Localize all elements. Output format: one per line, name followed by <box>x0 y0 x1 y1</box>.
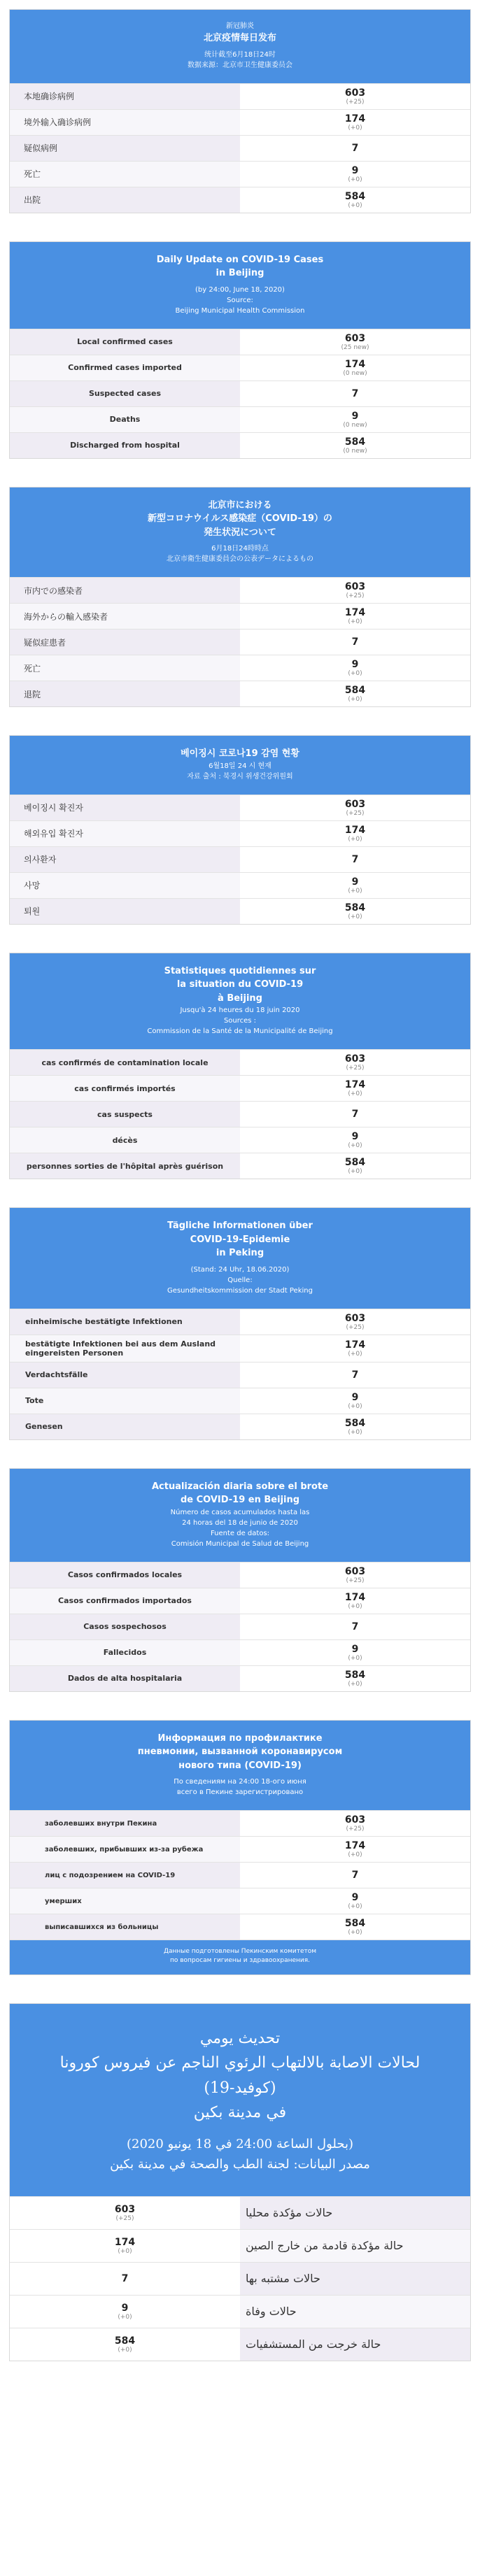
table-row <box>10 1862 470 1888</box>
table-row <box>10 655 470 681</box>
row-delta: (25 new) <box>341 343 369 351</box>
row-label: 境外输入确诊病例 <box>10 110 240 135</box>
row-value: 9 <box>351 1643 359 1655</box>
row-value: 603 <box>344 581 366 592</box>
row-label: Local confirmed cases <box>10 329 240 355</box>
row-value: 603 <box>344 798 366 810</box>
card-korean <box>9 735 471 925</box>
row-value: 603 <box>344 1312 366 1324</box>
card-title: нового типа (COVID-19) <box>178 1760 302 1771</box>
table-row <box>10 1153 470 1179</box>
row-delta: (+0) <box>348 1090 362 1097</box>
row-value: 584 <box>344 1669 366 1681</box>
header-sub: 24 horas del 18 de junio de 2020 <box>182 1518 298 1527</box>
card-title: تحديث يومي <box>199 2030 281 2048</box>
table-row <box>10 681 470 706</box>
row-delta: (+25) <box>346 1065 365 1072</box>
row-label: Casos sospechosos <box>10 1614 240 1639</box>
header-sub: Sources : <box>223 1017 257 1025</box>
card-header <box>10 953 470 1050</box>
card-title: la situation du COVID-19 <box>176 979 304 990</box>
table-row <box>10 1335 470 1362</box>
row-label: حالات مشتبه بها <box>240 2263 470 2295</box>
table-row <box>10 1309 470 1335</box>
table-row <box>10 2229 470 2262</box>
header-sub: مصدر البيانات: لجنة الطب والصحة في مدينة بكين <box>110 2156 370 2172</box>
table-row <box>10 1888 470 1914</box>
row-label: 해외유입 확진자 <box>10 821 240 846</box>
row-delta: (+0) <box>118 2247 132 2255</box>
row-value: 7 <box>351 853 359 865</box>
row-value: 9 <box>351 1391 359 1403</box>
header-sub: Número de casos acumulados hasta las <box>170 1508 310 1516</box>
row-label: cas confirmés importés <box>10 1076 240 1101</box>
header-sub: Fuente de datos: <box>210 1529 270 1537</box>
row-label: 海外からの輸入感染者 <box>10 604 240 629</box>
table-row <box>10 432 470 458</box>
row-value: 7 <box>121 2272 129 2284</box>
card-chinese <box>9 9 471 213</box>
row-delta: (+0) <box>348 618 362 625</box>
card-title: في مدينة بكين <box>193 2103 287 2121</box>
row-label: 死亡 <box>10 162 240 187</box>
row-delta: (+0) <box>348 1929 362 1936</box>
table-row <box>10 2196 470 2229</box>
card-title: de COVID-19 en Beijing <box>180 1495 300 1505</box>
row-value: 584 <box>344 190 366 202</box>
card-header <box>10 2004 470 2196</box>
row-delta: (0 new) <box>343 421 367 429</box>
table-row <box>10 2328 470 2361</box>
stats-table <box>10 329 470 458</box>
table-row <box>10 1914 470 1940</box>
table-row <box>10 2262 470 2295</box>
row-label: Deaths <box>10 407 240 432</box>
row-label: 退院 <box>10 681 240 706</box>
row-value: 584 <box>344 436 366 448</box>
row-delta: (0 new) <box>343 369 367 377</box>
row-value: 584 <box>344 1918 366 1929</box>
stats-table <box>10 577 470 706</box>
row-label: заболевших внутри Пекина <box>10 1811 240 1836</box>
row-label: 사망 <box>10 873 240 898</box>
row-delta: (+0) <box>348 835 362 843</box>
row-label: Dados de alta hospitalaria <box>10 1666 240 1691</box>
row-label: حالة خرجت من المستشفيات <box>240 2328 470 2361</box>
header-sub: Quelle: <box>227 1276 253 1284</box>
row-delta: (+0) <box>348 1402 362 1410</box>
row-value: 9 <box>351 410 359 422</box>
row-label: حالات مؤكدة محليا <box>240 2197 470 2229</box>
row-label: Genesen <box>10 1414 240 1439</box>
row-label: выписавшихся из больницы <box>10 1914 240 1940</box>
table-row <box>10 872 470 898</box>
row-delta: (+0) <box>348 1602 362 1610</box>
card-header <box>10 736 470 795</box>
row-delta: (+25) <box>346 592 365 599</box>
row-label: заболевших, прибывших из-за рубежа <box>10 1837 240 1862</box>
row-label: cas suspects <box>10 1102 240 1127</box>
row-value: 584 <box>344 902 366 913</box>
row-value: 603 <box>344 1565 366 1577</box>
row-value: 174 <box>344 1591 366 1603</box>
table-row <box>10 603 470 629</box>
row-delta: (+25) <box>346 809 365 817</box>
row-value: 7 <box>351 1621 359 1632</box>
card-arabic <box>9 2003 471 2361</box>
card-english <box>9 241 471 459</box>
card-japanese <box>9 487 471 708</box>
row-label: personnes sorties de l'hôpital après guérison <box>10 1153 240 1179</box>
card-title: in Beijing <box>216 268 264 278</box>
card-header <box>10 1208 470 1309</box>
row-value: 9 <box>351 1131 359 1142</box>
row-label: Suspected cases <box>10 381 240 406</box>
row-value: 603 <box>344 332 366 344</box>
table-row <box>10 355 470 380</box>
card-title: 北京市における <box>208 499 272 511</box>
row-value: 7 <box>351 387 359 399</box>
header-sub: 北京市衛生健康委員会の公表データによるもの <box>167 555 313 563</box>
row-value: 174 <box>344 1840 366 1851</box>
table-row <box>10 1362 470 1388</box>
row-label: 市内での感染者 <box>10 578 240 603</box>
row-delta: (+25) <box>115 2214 134 2222</box>
table-row <box>10 109 470 135</box>
table-row <box>10 1127 470 1153</box>
row-label: Casos confirmados importados <box>10 1588 240 1614</box>
row-label: Verdachtsfälle <box>10 1362 240 1388</box>
stats-table <box>10 1562 470 1691</box>
card-spanish <box>9 1468 471 1692</box>
row-label: Fallecidos <box>10 1640 240 1665</box>
row-label: einheimische bestätigte Infektionen <box>10 1309 240 1335</box>
stats-table <box>10 1810 470 1940</box>
header-sub: Source: <box>227 296 253 304</box>
row-value: 584 <box>344 1417 366 1429</box>
stats-table <box>10 2196 470 2361</box>
card-title: لحالات الاصابة بالالتهاب الرئوي الناجم عن فيروس كورونا (كوفيد-19) <box>59 2054 421 2097</box>
row-delta: (+25) <box>346 1826 365 1833</box>
row-value: 7 <box>351 1369 359 1381</box>
row-label: 出院 <box>10 187 240 213</box>
row-value: 174 <box>344 607 366 618</box>
table-row <box>10 1665 470 1691</box>
row-value: 7 <box>351 142 359 154</box>
card-header <box>10 488 470 578</box>
card-header <box>10 10 470 83</box>
card-title: пневмонии, вызванной коронавирусом <box>137 1746 343 1757</box>
row-label: décès <box>10 1127 240 1153</box>
header-sub: 数据来源：北京市卫生健康委员会 <box>188 61 292 69</box>
row-label: 의사환자 <box>10 847 240 872</box>
table-row <box>10 1836 470 1862</box>
table-row <box>10 329 470 355</box>
table-row <box>10 380 470 406</box>
row-value: 174 <box>344 358 366 370</box>
table-row <box>10 795 470 820</box>
table-row <box>10 1049 470 1075</box>
row-label: 疑似病例 <box>10 136 240 161</box>
header-sub: 6월18일 24 시 현재 <box>209 762 271 770</box>
row-delta: (+0) <box>348 887 362 895</box>
header-sub: Jusqu'à 24 heures du 18 juin 2020 <box>180 1006 300 1014</box>
row-value: 9 <box>351 659 359 670</box>
row-label: حالات وفاة <box>240 2296 470 2328</box>
row-value: 603 <box>114 2203 136 2215</box>
row-label: Casos confirmados locales <box>10 1563 240 1588</box>
card-title: Информация по профилактике <box>157 1732 323 1744</box>
header-sub: Gesundheitskommission der Stadt Peking <box>167 1286 313 1295</box>
row-delta: (+0) <box>348 913 362 920</box>
row-delta: (+25) <box>346 1577 365 1584</box>
header-sub: всего в Пекине зарегистрировано <box>176 1788 304 1796</box>
card-german <box>9 1207 471 1440</box>
footer-line: по вопросам гигиены и здравоохранения. <box>169 1956 311 1964</box>
row-label: 死亡 <box>10 655 240 681</box>
row-delta: (+25) <box>346 1323 365 1331</box>
table-row <box>10 2295 470 2328</box>
table-row <box>10 577 470 603</box>
row-value: 9 <box>121 2302 129 2314</box>
row-delta: (0 new) <box>343 447 367 455</box>
table-row <box>10 820 470 846</box>
stats-table <box>10 1309 470 1439</box>
table-row <box>10 1810 470 1836</box>
header-sub: (Stand: 24 Uhr, 18.06.2020) <box>190 1265 290 1274</box>
row-label: лиц с подозрением на COVID-19 <box>10 1863 240 1888</box>
footer-line: Данные подготовлены Пекинским комитетом <box>163 1948 317 1955</box>
table-row <box>10 898 470 924</box>
card-title: Actualización diaria sobre el brote <box>151 1481 329 1492</box>
row-label: cas confirmés de contamination locale <box>10 1050 240 1075</box>
table-row <box>10 83 470 109</box>
table-row <box>10 1075 470 1101</box>
table-row <box>10 1388 470 1414</box>
row-value: 174 <box>344 824 366 836</box>
row-delta: (+0) <box>348 1680 362 1688</box>
table-row <box>10 1562 470 1588</box>
row-delta: (+0) <box>348 1168 362 1175</box>
card-title: 発生状況について <box>204 527 276 538</box>
table-row <box>10 846 470 872</box>
header-sub: (بحلول الساعة 24:00 في 18 يونيو 2020) <box>126 2136 354 2151</box>
header-sub: По сведениям на 24:00 18-ого июня <box>174 1778 306 1786</box>
header-sub: (by 24:00, June 18, 2020) <box>195 285 285 294</box>
row-value: 174 <box>114 2236 136 2248</box>
row-label: 베이징시 확진자 <box>10 795 240 820</box>
row-delta: (+0) <box>348 124 362 131</box>
row-value: 7 <box>351 636 359 648</box>
table-row <box>10 135 470 161</box>
row-delta: (+0) <box>118 2346 132 2354</box>
stats-table <box>10 795 470 924</box>
table-row <box>10 1639 470 1665</box>
row-delta: (+0) <box>348 1903 362 1910</box>
row-label: bestätigte Infektionen bei aus dem Ausland eingereisten Personen <box>10 1335 240 1362</box>
row-delta: (+25) <box>346 98 365 106</box>
card-header <box>10 1469 470 1562</box>
card-russian <box>9 1720 471 1976</box>
row-delta: (+0) <box>348 1350 362 1358</box>
card-title: in Peking <box>216 1248 264 1258</box>
header-sub: Beijing Municipal Health Commission <box>175 306 305 315</box>
table-row <box>10 629 470 655</box>
row-label: 퇴원 <box>10 899 240 924</box>
card-title: 新型コロナウイルス感染症（COVID-19）の <box>148 513 332 524</box>
row-delta: (+0) <box>348 201 362 209</box>
card-title: Tägliche Informationen über <box>167 1221 313 1231</box>
row-value: 7 <box>351 1109 359 1120</box>
table-row <box>10 1101 470 1127</box>
row-value: 584 <box>344 685 366 696</box>
row-value: 584 <box>344 1157 366 1168</box>
stats-table <box>10 1049 470 1179</box>
row-delta: (+0) <box>348 1142 362 1149</box>
header-sub: 6月18日24時時点 <box>211 545 269 553</box>
row-delta: (+0) <box>348 696 362 703</box>
row-delta: (+0) <box>348 1428 362 1436</box>
table-row <box>10 187 470 213</box>
row-delta: (+0) <box>348 670 362 677</box>
header-sub: 자료 출처 : 북경시 위생건강위원회 <box>187 772 293 781</box>
row-value: 603 <box>344 1053 366 1065</box>
card-french <box>9 953 471 1180</box>
table-row <box>10 161 470 187</box>
row-value: 603 <box>344 1814 366 1826</box>
row-value: 584 <box>114 2335 136 2347</box>
card-title: à Beijing <box>218 992 262 1004</box>
row-label: 疑似症患者 <box>10 629 240 655</box>
stats-table <box>10 83 470 213</box>
table-row <box>10 1588 470 1614</box>
row-delta: (+0) <box>118 2313 132 2321</box>
row-value: 603 <box>344 87 366 99</box>
table-row <box>10 1614 470 1639</box>
header-sub: Comisión Municipal de Salud de Beijing <box>171 1539 309 1548</box>
card-title: 베이징시 코로나19 감염 현황 <box>181 748 299 759</box>
header-sub: 统计截至6月18日24时 <box>204 50 276 59</box>
row-label: Confirmed cases imported <box>10 355 240 380</box>
row-value: 174 <box>344 1339 366 1351</box>
row-value: 9 <box>351 1892 359 1903</box>
card-title: 北京疫情每日发布 <box>203 33 276 43</box>
row-value: 174 <box>344 1079 366 1090</box>
card-header <box>10 242 470 329</box>
row-label: умерших <box>10 1888 240 1914</box>
row-label: Tote <box>10 1388 240 1414</box>
table-row <box>10 1414 470 1439</box>
card-title: Daily Update on COVID-19 Cases <box>156 254 324 265</box>
card-header <box>10 1721 470 1811</box>
row-delta: (+0) <box>348 176 362 183</box>
row-value: 7 <box>351 1870 359 1881</box>
card-title: Statistiques quotidiennes sur <box>164 965 316 976</box>
row-value: 174 <box>344 113 366 124</box>
table-row <box>10 406 470 432</box>
row-label: 本地确诊病例 <box>10 84 240 109</box>
card-footer <box>10 1940 470 1974</box>
row-delta: (+0) <box>348 1654 362 1662</box>
row-label: حالة مؤكدة قادمة من خارج الصين <box>240 2230 470 2262</box>
row-delta: (+0) <box>348 1851 362 1858</box>
row-value: 9 <box>351 876 359 888</box>
row-label: Discharged from hospital <box>10 433 240 458</box>
header-sub: Commission de la Santé de la Municipalité de Beijing <box>147 1027 333 1035</box>
card-title: COVID-19-Epidemie <box>190 1234 290 1245</box>
row-value: 9 <box>351 164 359 176</box>
header-line: 新冠肺炎 <box>226 22 254 30</box>
